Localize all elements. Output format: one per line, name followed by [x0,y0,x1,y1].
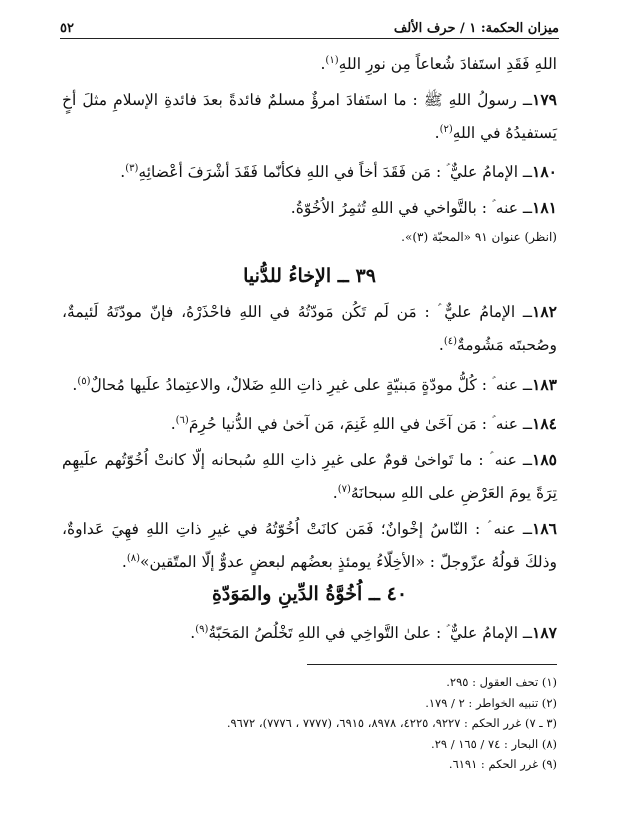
header-divider [60,38,559,39]
entry-number: ١٨٣ [532,374,557,394]
footnote-ref: (٢) [439,124,453,136]
page-number: ٥٢ [60,20,74,36]
footnotes [62,672,557,775]
entry-182: ١٨٢ــ الإمامُ عليٌّ ؑ : مَن لَم تَكُن مَودّتُهُ في اللهِ فاحْذَرْهُ، فإنّ مودّتَهُ لَئيمةٌ، وصُحبتَه مَشُومةٌ$^{(٤)}$. [62,302,557,355]
entry-continued: اللهِ فَقَدِ استَفادَ شُعاعاً مِن نورِ اللهِ$^{(١)}$. [320,55,557,74]
entry-number: ١٨٥ [532,449,557,469]
footnote-ref: (٩) [195,624,209,636]
footnote-ref: (٣) [125,163,139,175]
section-heading-39: ٣٩ ــ الإخاءُ للدُّنيا [243,265,376,288]
entry-number: ١٨٢ [532,302,557,322]
see-also-note: (انظر) عنوان ٩١ «المحبّة (٣)». [401,230,557,245]
entry-number: ١٨٦ [532,519,558,539]
entry-number: ١٨١ [532,198,557,218]
footnote-ref: (٧) [337,483,351,495]
footnote-8: (٨) البحار : ٧٤ / ١٦٥ / ٢٩. [431,736,557,751]
footnote-ref: (٥) [77,375,91,387]
page-header [60,18,559,38]
entry-number: ١٨٤ [532,413,557,433]
footnote-ref: (٤) [443,336,457,348]
entry-number: ١٨٧ [532,623,557,643]
entry-184: ١٨٤ــ عنه ؑ : مَن آخَىٰ في اللهِ غَنِمَ، مَن آخىٰ في الدُّنيا حُرِمَ$^{(٦)}$. [170,413,557,433]
entry-183: ١٨٣ــ عنه ؑ : كُلُّ مودّةٍ مَبنيّةٍ على غيرِ ذاتِ اللهِ ضَلالٌ، والاعتِمادُ علَيها مُحالٌ$^{(٥)}$. [72,374,557,394]
footnote-3-7: (٣ ـ ٧) غرر الحكم : ٩٢٢٧، ٤٢٢٥، ٨٩٧٨، ٦٩١٥، (٧٧٧٧ ، ٧٧٧٦)، ٩٦٧٢. [226,716,557,730]
entry-186: ١٨٦ــ عنه ؑ : النّاسُ إخْوانٌ؛ فَمَن كانَتْ اُخُوّتُهُ في غيرِ ذاتِ اللهِ فهِيَ عَداوةٌ، وذلكَ قولُهُ عزّوجلّ : «الأخِلّاءُ يومئذٍ بعضُهم لبعضٍ عدوٌّ إلّا المتّقين»$^{(٨)}$. [62,519,558,572]
running-title: ميزان الحكمة: ١ / حرف الألف [393,20,559,36]
entry-185: ١٨٥ــ عنه ؑ : ما تَواخىٰ قومٌ على غيرِ ذاتِ اللهِ سُبحانه إلّا كانتْ اُخُوّتُهم علَيهِم تِرَةً يومَ العَرْضِ على اللهِ سبحانَهُ$^{(٧)}$. [62,449,557,503]
entry-number: ١٨٠ [532,162,557,182]
footnote-1: (١) تحف العقول : ٢٩٥. [446,675,557,689]
entry-181: ١٨١ــ عنه ؑ : بالتَّواخي في اللهِ تُثمِرُ الاُخُوّةُ. [290,198,557,218]
footnote-divider [307,664,557,665]
entry-179: ١٧٩ــ رسولُ اللهِ ﷺ : ما استَفادَ امرؤٌ مسلمٌ فائدةً بعدَ فائدةِ الإسلامِ مثلَ أخٍ يَستفيدُهُ في اللهِ$^{(٢)}$. [62,90,557,143]
footnote-ref: (١) [325,55,339,66]
entry-180: ١٨٠ــ الإمامُ عليٌّ ؑ : مَن فَقَدَ أخاً في اللهِ فكأنّما فَقَدَ أشْرَفَ أعْضائِهِ$^{(٣)}$. [120,162,557,182]
page-body [62,46,557,654]
footnote-9: (٩) غرر الحكم : ٦١٩١. [448,757,557,771]
footnote-ref: (٦) [175,414,189,426]
entry-number: ١٧٩ [532,90,557,110]
footnote-2: (٢) تنبيه الخواطر : ٢ / ١٧٩. [425,695,557,710]
section-heading-40: ٤٠ ــ اُخُوَّةُ الدِّينِ والمَوَدّةِ [211,583,408,606]
entry-187: ١٨٧ــ الإمامُ عليٌّ ؑ : علىٰ التَّواخِي في اللهِ تَخْلُصُ المَحَبّةُ$^{(٩)}$. [190,623,557,643]
footnote-ref: (٨) [126,553,141,565]
